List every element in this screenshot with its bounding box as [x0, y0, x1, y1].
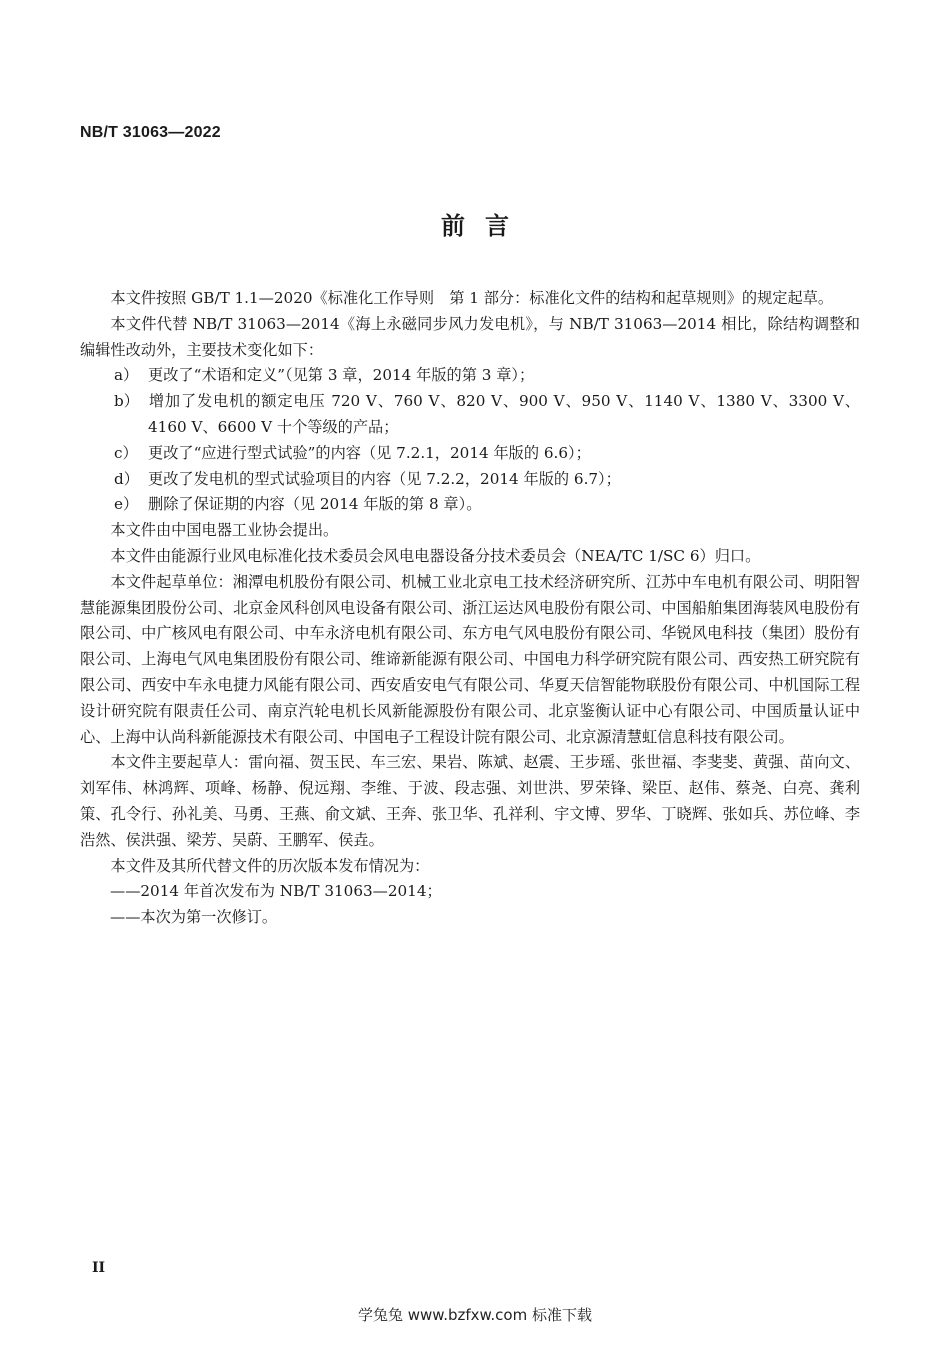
list-item — [80, 389, 860, 441]
page-title: 前言 — [441, 212, 529, 240]
page-number: II — [92, 1260, 106, 1276]
watermark-footer: 学兔兔 www.bzfxw.com 标准下载 — [358, 1306, 592, 1324]
paragraph-drafting-units: 本文件起草单位：湘潭电机股份有限公司、机械工业北京电工技术经济研究所、江苏中车电机有限公司、明阳智慧能源集团股份公司、北京金风科创风电设备有限公司、浙江运达风电股份有限公司、中国船舶集团海装风电股份有限公司、中广核风电有限公司、中车永济电机有限公司、东方电气风电股份有限公司、华锐风电科技（集团）股份有限公司、上海电气风电集团股份有限公司、维谛新能源有限公司、中国电力科学研究院有限公司、西安热工研究院有限公司、西安中车永电捷力风能有限公司、西安盾安电气有限公司、华夏天信智能物联股份有限公司、中机国际工程设计研究院有限责任公司、南京汽轮电机长风新能源股份有限公司、北京鉴衡认证中心有限公司、中国质量认证中心、上海中认尚科新能源技术有限公司、中国电子工程设计院有限公司、北京源清慧虹信息科技有限公司。 — [80, 572, 860, 746]
list-item — [80, 363, 860, 389]
paragraph-proposer: 本文件由中国电器工业协会提出。 — [110, 521, 339, 540]
list-marker: c） — [114, 443, 138, 462]
list-item-text: 删除了保证期的内容（见 2014 年版的第 8 章）。 — [148, 495, 482, 514]
list-item-text: 更改了“术语和定义”（见第 3 章，2014 年版的第 3 章）； — [148, 366, 535, 385]
history-item: ——本次为第一次修订。 — [110, 908, 278, 927]
list-item — [80, 492, 860, 518]
history-item: ——2014 年首次发布为 NB/T 31063—2014； — [110, 882, 442, 901]
list-marker: e） — [114, 495, 139, 514]
standard-number: NB/T 31063—2022 — [80, 124, 221, 141]
list-item-text: 更改了发电机的型式试验项目的内容（见 7.2.2，2014 年版的 6.7）； — [148, 469, 621, 488]
paragraph-drafting-rules: 本文件按照 GB/T 1.1—2020《标准化工作导则 第 1 部分：标准化文件的结构和起草规则》的规定起草。 — [110, 289, 834, 307]
paragraph-drafters: 本文件主要起草人：雷向福、贺玉民、车三宏、果岩、陈斌、赵震、王步瑶、张世福、李斐斐、黄强、苗向文、刘军伟、林鸿辉、项峰、杨静、倪远翔、李维、于波、段志强、刘世洪、罗荣锋、梁臣、赵伟、蔡尧、白亮、龚利策、孔令行、孙礼美、马勇、王燕、俞文斌、王奔、张卫华、孔祥利、宇文博、罗华、丁晓辉、张如兵、苏位峰、李浩然、侯洪强、梁芳、吴蔚、王鹏军、侯垚。 — [80, 753, 860, 849]
list-item-text: 更改了“应进行型式试验”的内容（见 7.2.1，2014 年版的 6.6）； — [148, 443, 591, 462]
paragraph-committee: 本文件由能源行业风电标准化技术委员会风电电器设备分技术委员会（NEA/TC 1/SC 6）归口。 — [110, 546, 761, 565]
foreword-body — [80, 286, 860, 931]
list-item — [80, 467, 860, 493]
paragraph-replacement: 本文件代替 NB/T 31063—2014《海上永磁同步风力发电机》，与 NB/T 31063—2014 相比，除结构调整和编辑性改动外，主要技术变化如下： — [80, 314, 860, 359]
paragraph-history: 本文件及其所代替文件的历次版本发布情况为： — [110, 856, 430, 875]
list-marker: b） — [114, 392, 139, 411]
list-marker: a） — [114, 366, 139, 385]
list-marker: d） — [114, 469, 139, 488]
list-item — [80, 441, 860, 467]
list-item-text: 增加了发电机的额定电压 720 V、760 V、820 V、900 V、950 V、1140 V、1380 V、3300 V、4160 V、6600 V 十个等级的产品； — [148, 392, 860, 436]
